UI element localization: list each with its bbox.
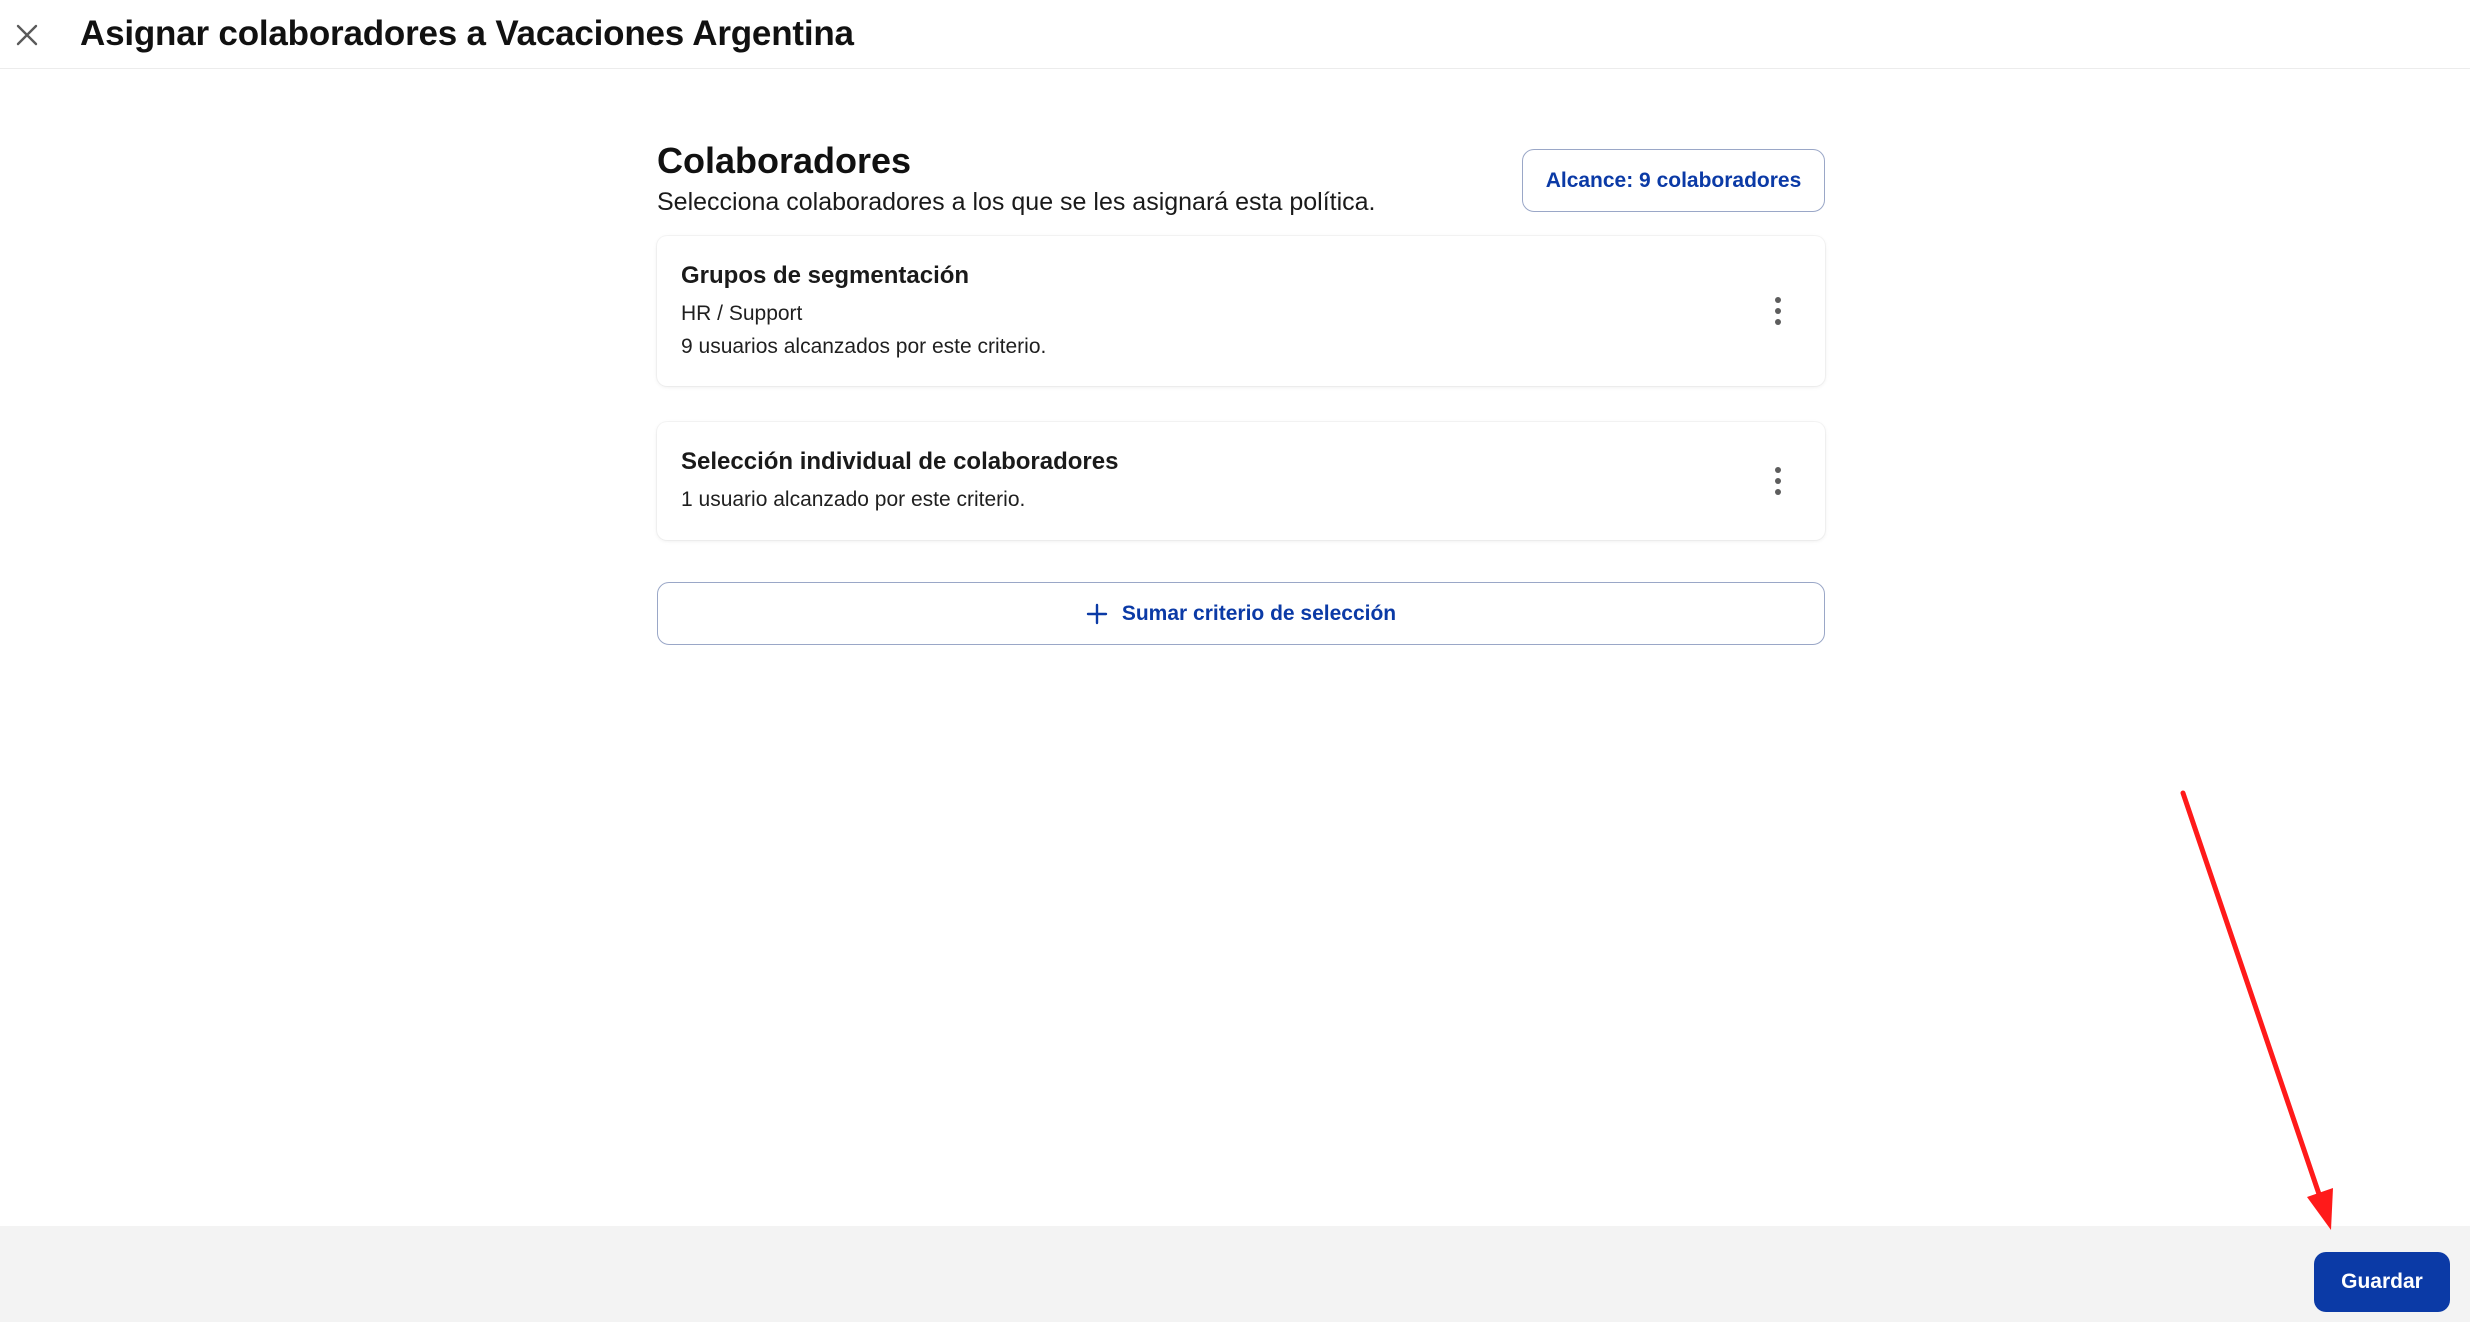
collaborators-section <box>657 140 1825 645</box>
criteria-title: Selección individual de colaboradores <box>681 448 1119 475</box>
criteria-reach: 9 usuarios alcanzados por este criterio. <box>681 335 1047 358</box>
criteria-reach: 1 usuario alcanzado por este criterio. <box>681 488 1026 511</box>
save-button[interactable]: Guardar <box>2314 1252 2450 1312</box>
section-subtitle: Selecciona colaboradores a los que se les asignará esta política. <box>657 188 1376 216</box>
plus-icon <box>1086 603 1108 625</box>
add-criteria-button[interactable] <box>657 582 1825 645</box>
close-icon <box>12 20 42 50</box>
criteria-card-individual-selection <box>657 422 1825 540</box>
page-header <box>0 0 2470 69</box>
page-title: Asignar colaboradores a Vacaciones Argentina <box>80 14 854 53</box>
section-title: Colaboradores <box>657 140 912 181</box>
criteria-card-segmentation-groups <box>657 236 1825 386</box>
more-vertical-icon[interactable] <box>1771 294 1785 328</box>
more-vertical-icon[interactable] <box>1771 464 1785 498</box>
close-button[interactable] <box>12 20 42 50</box>
section-header <box>657 140 1825 236</box>
add-criteria-label: Sumar criterio de selección <box>1121 601 1397 625</box>
criteria-title: Grupos de segmentación <box>681 262 970 289</box>
scope-button[interactable]: Alcance: 9 colaboradores <box>1522 149 1825 212</box>
page-footer <box>0 1226 2470 1322</box>
criteria-detail: HR / Support <box>681 302 803 325</box>
